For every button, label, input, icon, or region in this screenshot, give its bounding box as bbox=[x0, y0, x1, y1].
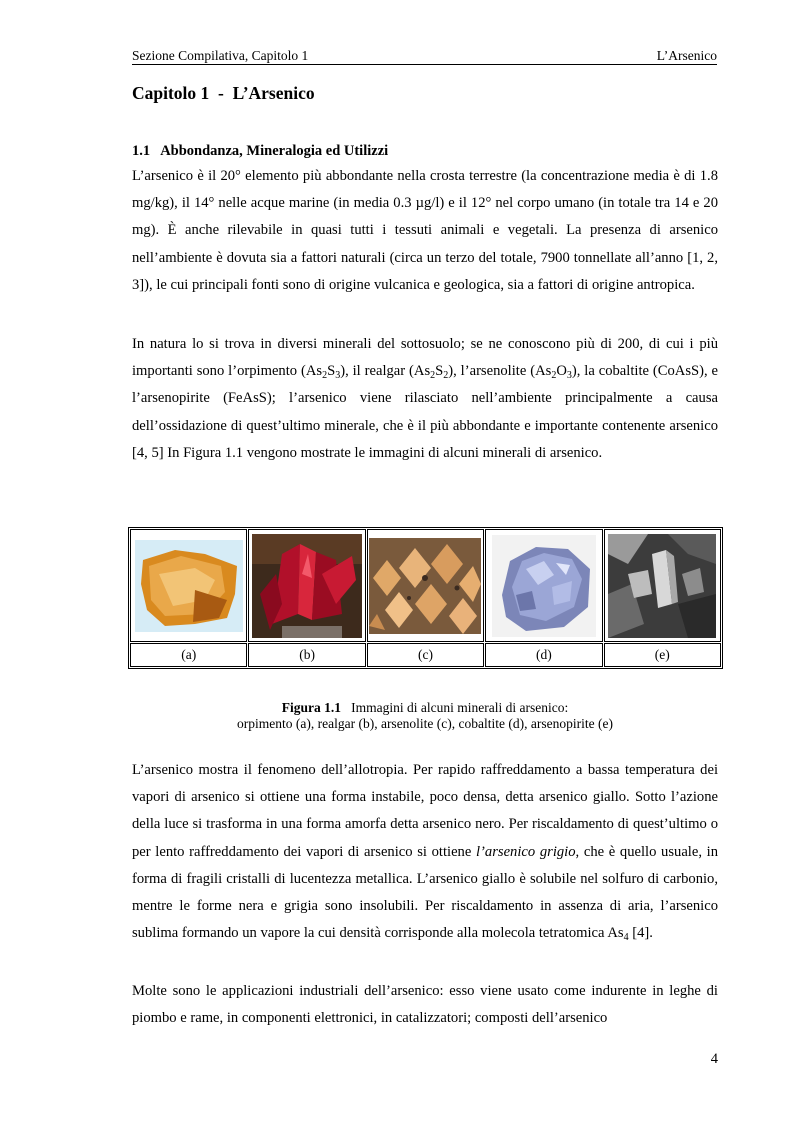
figure-label: (e) bbox=[604, 643, 721, 667]
header-right: L’Arsenico bbox=[656, 48, 717, 63]
header-left: Sezione Compilativa, Capitolo 1 bbox=[132, 48, 309, 63]
cobaltite-image bbox=[492, 535, 596, 637]
running-header bbox=[132, 48, 717, 65]
figure-label: (c) bbox=[367, 643, 484, 667]
figure-label: (b) bbox=[248, 643, 365, 667]
figure-label: (d) bbox=[485, 643, 602, 667]
mineral-image-orpiment bbox=[130, 529, 247, 642]
arsenolite-image bbox=[369, 538, 481, 634]
mineral-image-realgar bbox=[248, 529, 365, 642]
page-number: 4 bbox=[710, 1051, 718, 1067]
figure-caption-line1: Immagini di alcuni minerali di arsenico: bbox=[351, 700, 569, 715]
paragraph-allotropy: L’arsenico mostra il fenomeno dell’allotropia. Per rapido raffreddamento a bassa temperatura dei vapori di arsenico si ottiene una forma instabile, poco densa, detta arsenico giallo. Sotto l’azione della luce si trasforma in una forma amorfa detta arsenico nero. Per riscaldamento di quest’ultimo o per lento raffreddamento dei vapori di arsenico si ottiene l’arsenico grigio, che è quello usuale, in forma di fragili cristalli di lucentezza metallica. L’arsenico giallo è solubile nel solfuro di carbonio, mentre le forme nera e grigia sono insolubili. Per riscaldamento in assenza di aria, l’arsenico sublima formando un vapore la cui densità corrisponde alla molecola tetratomica $As_4$ [4]. bbox=[132, 762, 718, 944]
mineral-image-cobaltite bbox=[485, 529, 602, 642]
paragraph-abundance: L’arsenico è il 20° elemento più abbondante nella crosta terrestre (la concentrazione media è di 1.8 mg/kg), il 14° nelle acque marine (in media 0.3 µg/l) e il 12° nel corpo umano (in totale tra 14 e 20 mg). È anche rilevabile in quasi tutti i tessuti animali e vegetali. La presenza di arsenico nell’ambiente è dovuta sia a fattori naturali (circa un terzo del totale, 7900 tonnellate all’anno [1, 2, 3]), le cui principali fonti sono di origine vulcanica e geologica, sia a fattori di origine antropica. bbox=[132, 168, 718, 293]
figure-caption-line2: orpimento (a), realgar (b), arsenolite (c), cobaltite (d), arsenopirite (e) bbox=[237, 716, 613, 731]
realgar-image bbox=[252, 534, 362, 638]
paragraph-applications: Molte sono le applicazioni industriali dell’arsenico: esso viene usato come indurente in leghe di piombo e rame, in componenti elettronici, in catalizzatori; composti dell’arsenico bbox=[132, 983, 718, 1027]
orpiment-image bbox=[135, 540, 243, 632]
chapter-title: Capitolo 1 - L’Arsenico bbox=[132, 83, 315, 103]
arsenopyrite-image bbox=[608, 534, 716, 638]
figure-label: (a) bbox=[130, 643, 247, 667]
figure-caption-label: Figura 1.1 bbox=[281, 700, 342, 715]
mineral-figure-table bbox=[128, 527, 723, 669]
mineral-image-arsenolite bbox=[367, 529, 484, 642]
mineral-image-arsenopyrite bbox=[604, 529, 721, 642]
section-title: 1.1 Abbondanza, Mineralogia ed Utilizzi bbox=[132, 143, 389, 159]
paragraph-mineralogy: In natura lo si trova in diversi minerali del sottosuolo; se ne conoscono più di 200, di cui i più importanti sono l’orpimento $(As_2S_3)$, il realgar $(As_2S_2)$, l’arsenolite $(As_2O_3)$, la cobaltite (CoAsS), e l’arsenopirite (FeAsS); l’arsenico viene rilasciato nell’ambiente principalmente a causa dell’ossidazione di quest’ultimo minerale, che è il più abbondante e importante contenente arsenico [4, 5] In Figura 1.1 vengono mostrate le immagini di alcuni minerali di arsenico. bbox=[132, 336, 719, 461]
figure-caption bbox=[132, 700, 718, 732]
